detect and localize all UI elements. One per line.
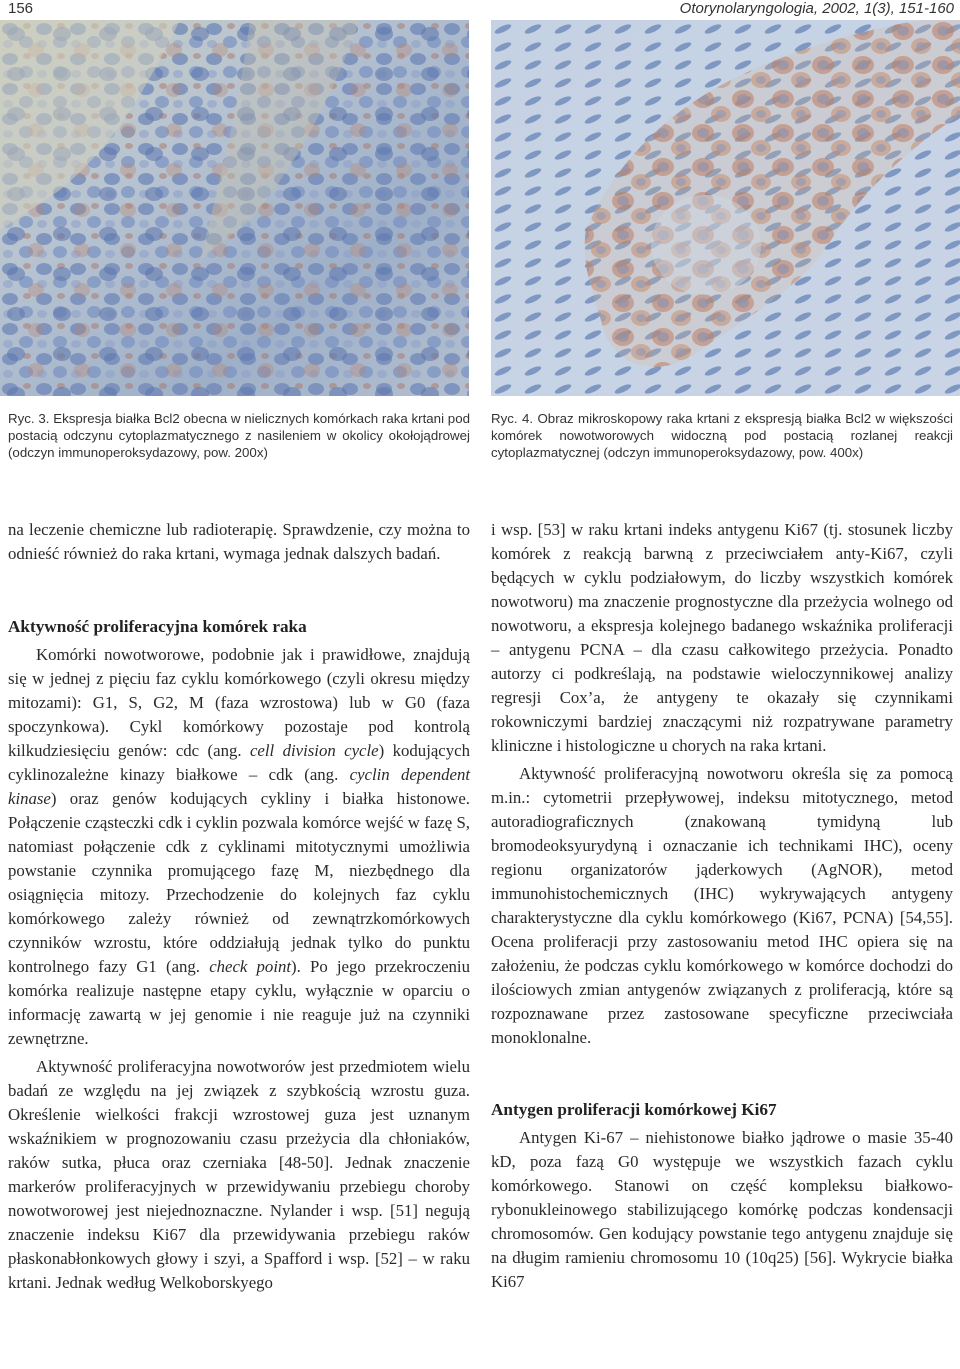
section-heading-proliferation: Aktywność proliferacyjna komórek raka	[8, 617, 307, 636]
paragraph-text: ) kodujących cyklinozależne kinazy białkowe – cdk (ang.	[8, 741, 470, 784]
left-column	[8, 518, 470, 1295]
italic-term: check point	[209, 957, 292, 976]
page-number: 156	[8, 0, 34, 17]
paragraph-cell-cycle	[8, 643, 470, 1051]
figure-3-label: Ryc. 3.	[8, 411, 50, 426]
figure-4-caption-text: Obraz mikroskopowy raka krtani z ekspresją białka Bcl2 w większości komórek nowotworowych widoczną pod postacią rozlanej reakcji cytoplazmatycznej (odczyn immunoperoksydazowy, pow. 400x)	[491, 411, 953, 460]
figure-3-caption-text: Ekspresja białka Bcl2 obecna w nielicznych komórkach raka krtani pod postacią odczynu cytoplazmatycznego z nasileniem w okolicy okołojądrowej (odczyn immunoperoksydazowy, pow. 200x)	[8, 411, 470, 460]
paragraph-ki67-antigen: Antygen Ki-67 – niehistonowe białko jądrowe o masie 35-40 kD, poza fazą G0 występuje we wszystkich fazach cyklu komórkowego. Stanowi on część kompleksu białkowo-rybonukleinowego stabilizującego komórkę podczas kondensacji chromosomów. Gen kodujący powstanie tego antygenu znajduje się na długim ramieniu chromosomu 10 (10q25) [56]. Wykrycie białka Ki67	[491, 1128, 953, 1291]
section-heading-ki67: Antygen proliferacji komórkowej Ki67	[491, 1100, 777, 1119]
italic-term: cell division cycle	[249, 741, 379, 760]
italic-term: cyclin dependent kinase	[8, 765, 470, 808]
continued-paragraph: na leczenie chemiczne lub radioterapię. Sprawdzenie, czy można to odnieść również do raka krtani, wymaga jednak dalszych badań.	[8, 520, 470, 563]
paragraph-text: ). Po jego przekroczeniu komórka realizuje następne etapy cyklu, wyłącznie w oparciu o informację zawartą w jej genomie i nie reaguje już na czynniki zewnętrzne.	[8, 957, 470, 1048]
figure-4-label: Ryc. 4.	[491, 411, 534, 426]
paragraph-ki67-prognosis: i wsp. [53] w raku krtani indeks antygenu Ki67 (tj. stosunek liczby komórek z reakcją barwną z przeciwciałem anty-Ki67, czyli będących w cyklu podziałowym, do liczby wszystkich komórek nowotworu) ma znaczenie prognostyczne dla przeżycia wolnego od nowotworu, a ekspresja kolejnego badanego wskaźnika proliferacji – antygenu PCNA – dla czasu całkowitego przeżycia. Ponadto autorzy ci podkreślają, na podstawie wieloczynnikowej analizy regresji Cox’a, że antygeny te okazały się czynnikami rokowniczymi bardziej znaczącymi niż rozpatrywane parametry kliniczne i histologiczne u chorych na raka krtani.	[491, 520, 953, 755]
micrograph-image-4	[491, 20, 960, 396]
paragraph-text: Komórki nowotworowe, podobnie jak i prawidłowe, znajdują się w jednej z pięciu faz cyklu komórkowego (czyli okresu między mitozami): G1, S, G2, M (faza wzrostowa) lub w G0 (faza spoczynkowa). Cykl komórkowy pozostaje pod kontrolą kilkudziesięciu genów: cdc (ang.	[8, 645, 470, 760]
journal-reference: Otorynolaryngologia, 2002, 1(3), 151-160	[679, 0, 954, 17]
micrograph-figure-3	[0, 20, 469, 396]
figure-3-caption	[8, 410, 470, 461]
figure-4-caption	[491, 410, 953, 461]
right-column	[491, 518, 953, 1294]
paragraph-text: ) oraz genów kodujących cykliny i białka histonowe. Połączenie cząsteczki cdk i cyklin pozwala komórce wejść w fazę S, natomiast połączenie cdk z cyklinami mitotycznymi umożliwia powstanie czynnika promującego fazę M, niezbędnego dla osiągnięcia mitozy. Przechodzenie do kolejnych faz cyklu komórkowego zależy również od zewnątrzkomórkowych czynników wzrostu, które oddziałują jednak tylko do punktu kontrolnego fazy G1 (ang.	[8, 789, 470, 976]
paragraph-proliferation-activity: Aktywność proliferacyjna nowotworów jest przedmiotem wielu badań ze względu na jej związek z szybkością wzrostu guza. Określenie wielkości frakcji wzrostowej guza jest uznanym wskaźnikiem w prognozowaniu czasu przeżycia dla chłoniaków, raków sutka, płuca oraz czerniaka [48-50]. Jednak znaczenie markerów proliferacyjnych w przewidywaniu przebiegu choroby nowotworowej jest niejednoznaczne. Nylander i wsp. [51] negują znaczenie indeksu Ki67 dla przewidywania przebiegu raków płaskonabłonkowych głowy i szyi, a Spafford i wsp. [52] – w raku krtani. Jednak według Welkoborskyego	[8, 1057, 470, 1292]
micrograph-figure-4	[491, 20, 960, 396]
micrograph-image-3	[0, 20, 469, 396]
paragraph-methods: Aktywność proliferacyjną nowotworu określa się za pomocą m.in.: cytometrii przepływowej, indeksu mitotycznego, metod autoradiograficznych (znakowaną tymidyną lub bromodeoksyurydyną i oznaczanie ich technikami IHC), oceny regionu organizatorów jąderkowych (AgNOR), metod immunohistochemicznych (IHC) wykrywających antygeny charakterystyczne dla cyklu komórkowego (Ki67, PCNA) [54,55]. Ocena proliferacji przy zastosowaniu metod IHC opiera się na założeniu, że podczas cyklu komórkowego w komórce dochodzi do ilościowych zmian antygenów związanych z proliferacją, które są rozpoznawane przez zastosowane specyficzne przeciwciała monoklonalne.	[491, 764, 953, 1047]
